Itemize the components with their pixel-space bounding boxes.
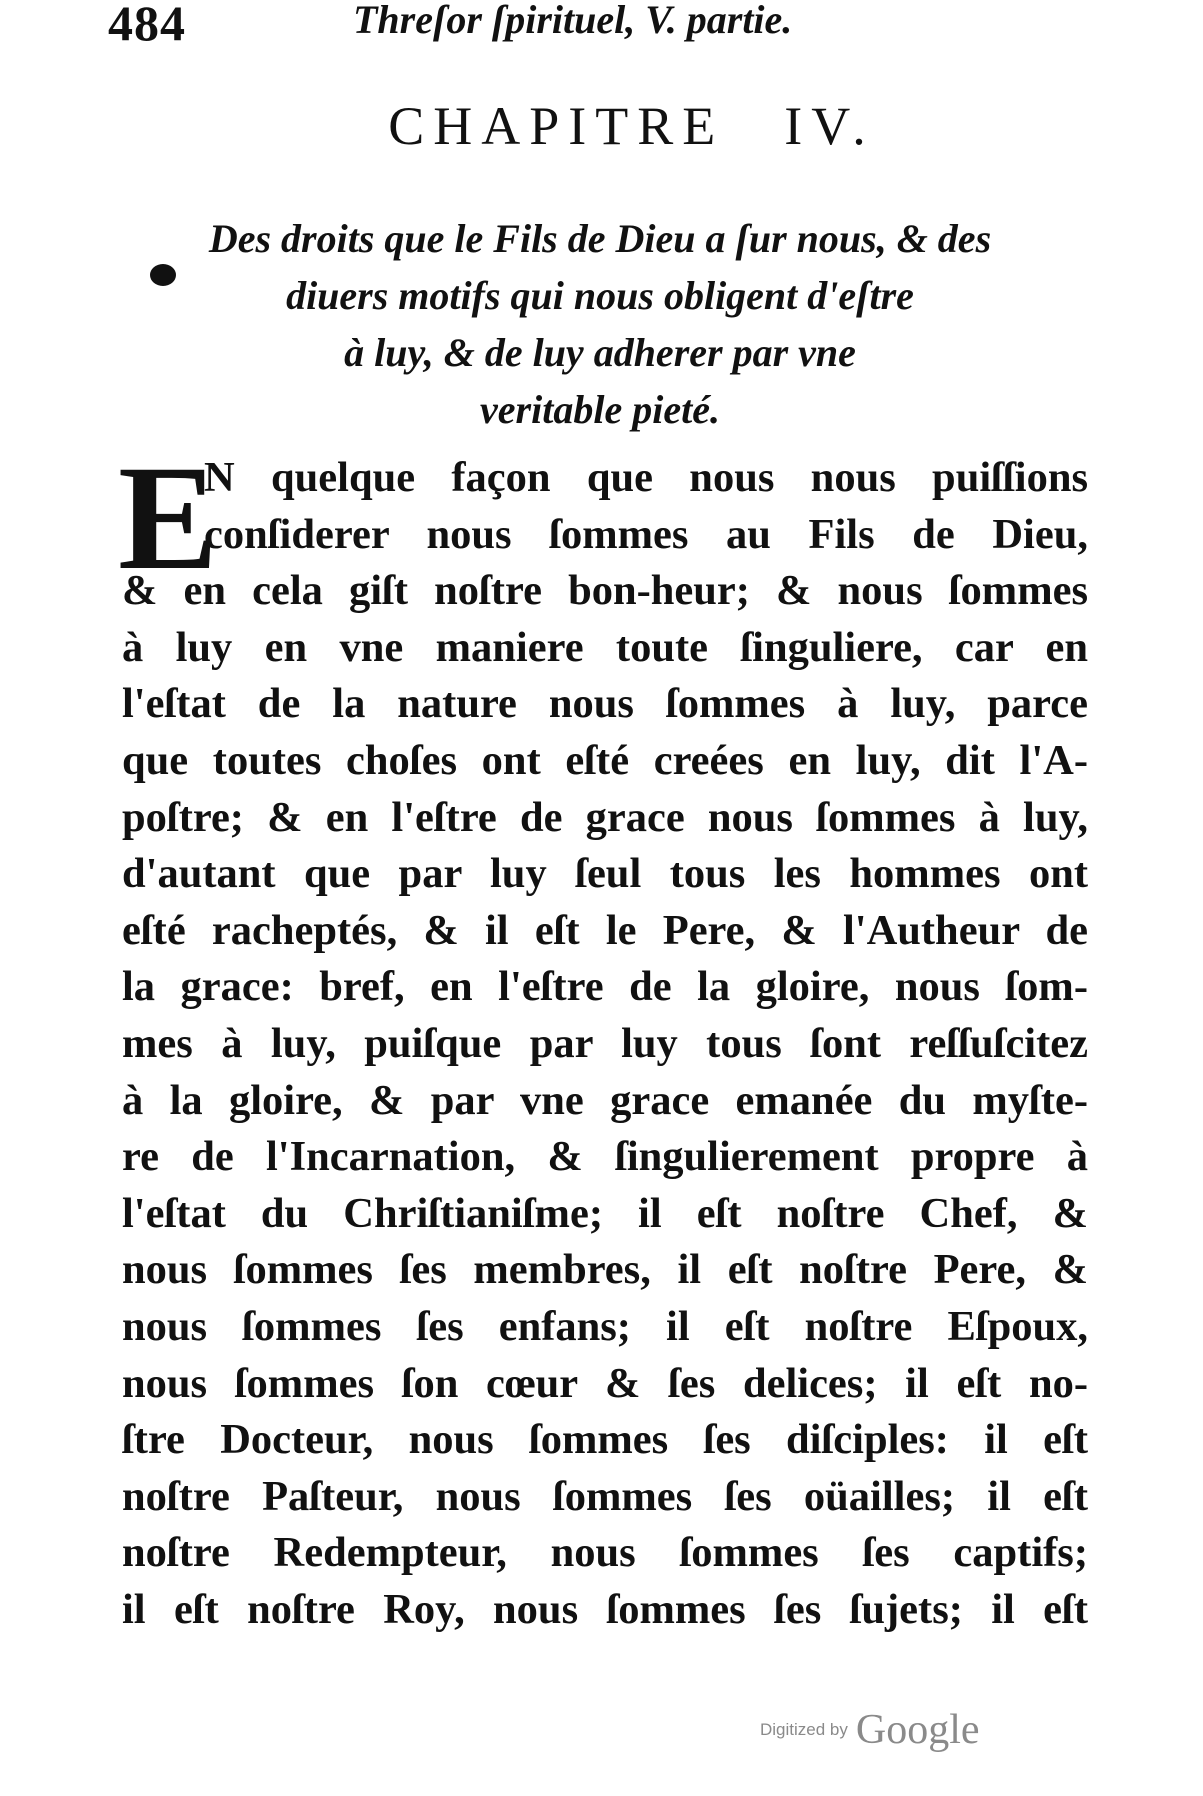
watermark-brand: Google — [855, 1707, 980, 1753]
text-line: mes à luy, puiſque par luy tous ſont reſſuſcitez — [122, 1019, 1088, 1067]
text-line: à luy en vne maniere toute ſinguliere, car en — [122, 623, 1088, 671]
text-line: que toutes choſes ont eſté creées en luy, dit l'A- — [122, 736, 1088, 784]
chapter-number: IV. — [784, 96, 875, 156]
subtitle-line: à luy, & de luy adherer par vne — [344, 330, 856, 375]
text-line: d'autant que par luy ſeul tous les hommes ont — [122, 850, 1088, 898]
text-line: la grace: bref, en l'eſtre de la gloire, nous ſom- — [122, 963, 1088, 1011]
chapter-label: CHAPITRE — [388, 96, 725, 156]
running-head — [108, 0, 1008, 60]
running-title: Threſor ſpirituel, V. partie. — [353, 0, 793, 42]
text-line: à la gloire, & par vne grace emanée du myſte- — [122, 1076, 1088, 1124]
text-line: l'eſtat de la nature nous ſommes à luy, parce — [122, 680, 1088, 728]
subtitle-line: diuers motifs qui nous obligent d'eſtre — [286, 273, 914, 318]
text-line: eſté racheptés, & il eſt le Pere, & l'Autheur de — [122, 906, 1088, 954]
text-line: nous ſommes ſes enfans; il eſt noſtre Eſpoux, — [122, 1302, 1088, 1350]
text-line: N quelque façon que nous nous puiſſions — [204, 454, 1088, 501]
text-line: il eſt noſtre Roy, nous ſommes ſes ſujets; il eſt — [122, 1585, 1088, 1633]
watermark-prefix: Digitized by — [760, 1720, 848, 1739]
digitization-watermark — [760, 1706, 980, 1754]
page-number: 484 — [108, 0, 186, 51]
text-line: re de l'Incarnation, & ſingulierement propre à — [122, 1133, 1088, 1181]
text-line: noſtre Paſteur, nous ſommes ſes oüailles; il eſt — [122, 1472, 1088, 1520]
text-line: nous ſommes ſon cœur & ſes delices; il eſt no- — [122, 1359, 1088, 1407]
text-line: l'eſtat du Chriſtianiſme; il eſt noſtre Chef, & — [122, 1189, 1088, 1237]
subtitle-line: veritable pieté. — [480, 387, 720, 432]
text-line: conſiderer nous ſommes au Fils de Dieu, — [204, 510, 1088, 558]
drop-cap: E — [118, 435, 219, 601]
text-line: ſtre Docteur, nous ſommes ſes diſciples: il eſt — [122, 1416, 1088, 1464]
chapter-subtitle — [60, 210, 1140, 438]
body-text — [122, 450, 1102, 1638]
text-line: nous ſommes ſes membres, il eſt noſtre Pere, & — [122, 1246, 1088, 1294]
text-line: poſtre; & en l'eſtre de grace nous ſommes à luy, — [122, 793, 1088, 841]
text-line: noſtre Redempteur, nous ſommes ſes captifs; — [122, 1529, 1088, 1577]
chapter-heading — [0, 95, 1203, 157]
subtitle-line: Des droits que le Fils de Dieu a ſur nous, & des — [208, 216, 992, 261]
text-line: & en cela giſt noſtre bon-heur; & nous ſommes — [122, 567, 1088, 615]
